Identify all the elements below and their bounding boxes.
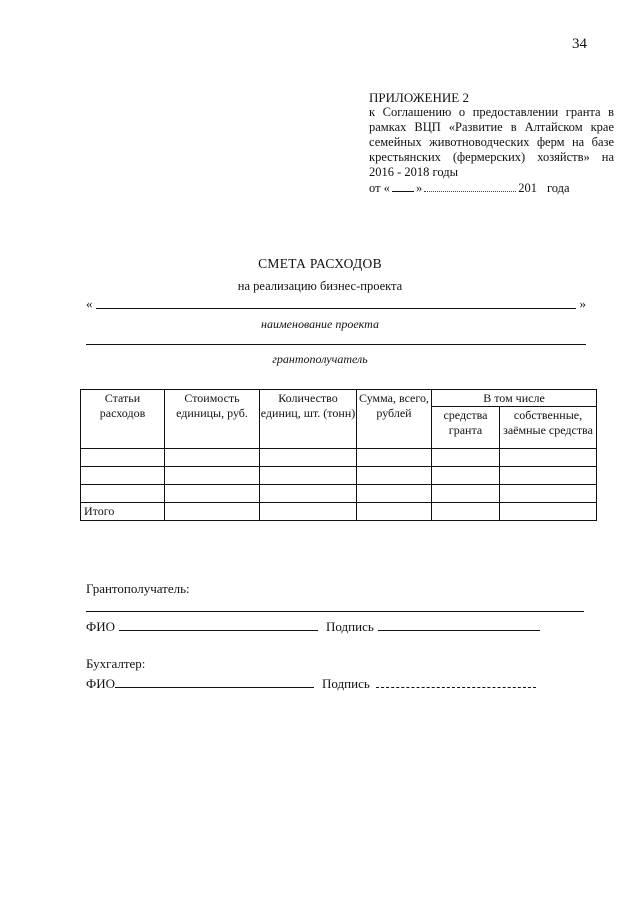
header-grant-funds: средства гранта (432, 407, 500, 449)
project-name-caption: наименование проекта (261, 317, 379, 331)
table-cell[interactable] (500, 449, 597, 467)
quote-open: « (86, 296, 93, 311)
header-including: В том числе (432, 390, 597, 407)
table-cell[interactable] (260, 449, 357, 467)
header-unit-cost: Стоимость единицы, руб. (165, 390, 260, 449)
table-cell[interactable] (81, 485, 165, 503)
table-cell[interactable] (260, 503, 357, 521)
table-row (81, 485, 597, 503)
recipient-fio-label: ФИО (86, 619, 116, 634)
appendix-block (369, 90, 614, 196)
appendix-body: к Соглашению о предоставлении гранта в рамках ВЦП «Развитие в Алтайском крае семейных животноводческих ферм на базе крестьянских (фермерских) хозяйств» на 2016 - 2018 годы (369, 105, 614, 179)
project-name-underline (96, 308, 576, 309)
appendix-title: ПРИЛОЖЕНИЕ 2 (369, 90, 469, 105)
table-cell[interactable] (357, 467, 432, 485)
total-label: Итого (81, 503, 165, 521)
document-title: СМЕТА РАСХОДОВ (258, 256, 382, 271)
header-items: Статьи расходов (81, 390, 165, 449)
date-month-blank (424, 180, 516, 192)
recipient-signature-label-text: Подпись (326, 619, 374, 634)
recipient-name-line (86, 611, 584, 612)
table-cell[interactable] (500, 485, 597, 503)
project-name-field (86, 296, 586, 310)
table-cell[interactable] (165, 449, 260, 467)
accountant-signature-field[interactable] (376, 675, 536, 688)
table-cell[interactable] (432, 503, 500, 521)
recipient-signature-row (86, 618, 540, 635)
header-quantity: Количество единиц, шт. (тонн) (260, 390, 357, 449)
table-cell[interactable] (357, 485, 432, 503)
appendix-date-line (369, 180, 614, 196)
date-prefix: от « (369, 181, 390, 195)
recipient-signature-label: Грантополучатель: (86, 581, 190, 596)
table-row (81, 467, 597, 485)
date-year: 201 (518, 181, 537, 195)
table-cell[interactable] (81, 449, 165, 467)
budget-table (80, 389, 597, 521)
table-cell[interactable] (165, 467, 260, 485)
quote-close: » (579, 296, 586, 311)
table-cell[interactable] (432, 485, 500, 503)
accountant-signature-row (86, 675, 536, 692)
accountant-signature-label-text: Подпись (322, 676, 370, 691)
date-quote-close: » (415, 181, 423, 195)
table-cell[interactable] (260, 467, 357, 485)
table-row (81, 449, 597, 467)
header-own-funds: собственные, заёмные средства (500, 407, 597, 449)
date-day-blank (392, 180, 414, 192)
document-subtitle: на реализацию бизнес-проекта (237, 279, 403, 293)
table-cell[interactable] (357, 503, 432, 521)
recipient-signature-field[interactable] (378, 618, 540, 631)
table-cell[interactable] (500, 467, 597, 485)
table-cell[interactable] (165, 503, 260, 521)
header-total-sum: Сумма, всего, рублей (357, 390, 432, 449)
accountant-fio-label: ФИО (86, 676, 116, 691)
table-cell[interactable] (357, 449, 432, 467)
accountant-fio-field[interactable] (115, 675, 314, 688)
table-cell[interactable] (260, 485, 357, 503)
accountant-signature-label: Бухгалтер: (86, 656, 146, 671)
table-cell[interactable] (500, 503, 597, 521)
recipient-fio-field[interactable] (119, 618, 318, 631)
table-cell[interactable] (81, 467, 165, 485)
page-number: 34 (572, 36, 587, 52)
table-cell[interactable] (432, 449, 500, 467)
date-suffix: года (546, 181, 570, 195)
table-cell[interactable] (165, 485, 260, 503)
table-total-row (81, 503, 597, 521)
recipient-underline (86, 344, 586, 345)
table-cell[interactable] (432, 467, 500, 485)
recipient-caption: грантополучатель (272, 352, 368, 366)
